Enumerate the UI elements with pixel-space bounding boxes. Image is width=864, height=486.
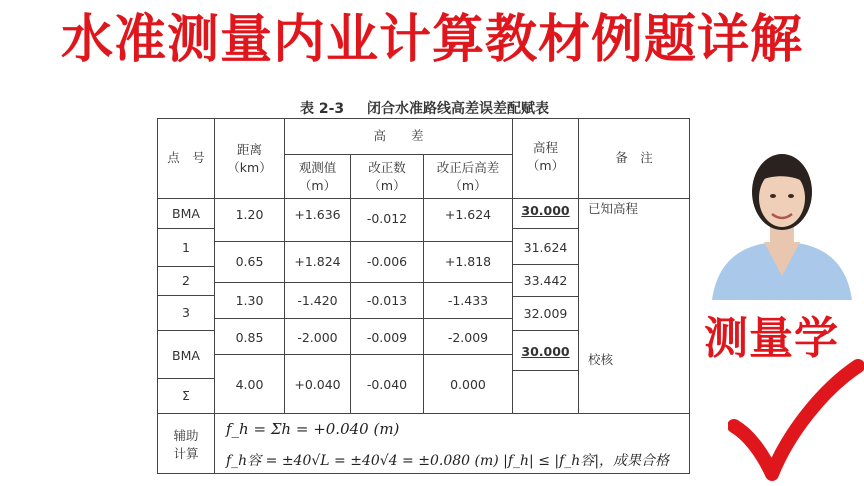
- header-elevation: 高程: [532, 140, 558, 155]
- seg1-observed: +1.824: [294, 254, 341, 269]
- header-correction: 改正数: [368, 160, 406, 175]
- header-corrected-unit: （m）: [449, 178, 487, 193]
- seg3-distance: 0.85: [235, 330, 264, 345]
- presenter-avatar: [708, 138, 856, 300]
- total-correction: -0.040: [366, 377, 408, 392]
- seg1-corrected: +1.818: [444, 254, 492, 269]
- table-border-right: [689, 118, 690, 474]
- total-distance: 4.00: [235, 377, 264, 392]
- table-caption: [300, 98, 549, 118]
- remark-check: 校核: [588, 352, 614, 367]
- point-0: BMA: [172, 206, 200, 221]
- aux-label-1: 辅助: [173, 428, 199, 443]
- seg0-corrected: +1.624: [444, 207, 492, 222]
- table-border-bottom: [157, 473, 690, 474]
- seg3-correction: -0.009: [366, 330, 408, 345]
- table-title: 闭合水准路线高差误差配赋表: [367, 101, 550, 117]
- point-2: 2: [182, 273, 190, 288]
- point-4: BMA: [172, 348, 200, 363]
- point-sum: Σ: [182, 388, 190, 403]
- seg2-observed: -1.420: [297, 293, 338, 308]
- point-1: 1: [182, 240, 190, 255]
- seg1-distance: 0.65: [235, 254, 264, 269]
- seg0-distance: 1.20: [235, 207, 264, 222]
- seg2-correction: -0.013: [366, 293, 408, 308]
- header-point: 点 号: [167, 150, 205, 165]
- header-remarks: 备 注: [615, 150, 653, 165]
- table-border-top: [157, 118, 690, 119]
- total-corrected: 0.000: [450, 377, 486, 392]
- aux-formula-2: f_h容 = ±40√L = ±40√4 = ±0.080 (m) |f_h| ≤ |f_h容|，成果合格: [226, 453, 670, 469]
- table-number: 表 2-3: [300, 101, 345, 117]
- total-observed: +0.040: [294, 377, 341, 392]
- seg3-observed: -2.000: [297, 330, 338, 345]
- banner-title: 水准测量内业计算教材例题详解: [60, 10, 803, 70]
- header-correction-unit: （m）: [368, 178, 406, 193]
- seg0-correction: -0.012: [366, 211, 408, 226]
- point-3: 3: [182, 305, 190, 320]
- header-height-diff: 高 差: [373, 128, 424, 143]
- remark-known: 已知高程: [588, 201, 639, 216]
- seg0-observed: +1.636: [294, 207, 341, 222]
- checkmark-icon: [728, 356, 864, 486]
- seg2-distance: 1.30: [235, 293, 264, 308]
- header-distance-unit: （km）: [227, 160, 272, 175]
- aux-label-2: 计算: [173, 446, 199, 461]
- seg3-corrected: -2.009: [447, 330, 489, 345]
- seg2-corrected: -1.433: [447, 293, 489, 308]
- seg1-correction: -0.006: [366, 254, 408, 269]
- elevation-0: 30.000: [521, 203, 570, 218]
- aux-formula-1: f_h = Σh = +0.040 (m): [226, 420, 400, 438]
- subject-badge: 测量学: [704, 313, 839, 364]
- header-elevation-unit: （m）: [526, 158, 565, 173]
- table-border-left: [157, 118, 158, 474]
- header-observed-unit: （m）: [298, 178, 337, 193]
- header-corrected: 改正后高差: [436, 160, 500, 175]
- elevation-2: 33.442: [523, 273, 568, 288]
- header-distance: 距离: [236, 142, 262, 157]
- header-observed: 观测值: [298, 160, 337, 175]
- elevation-1: 31.624: [523, 240, 568, 255]
- elevation-4: 30.000: [521, 344, 570, 359]
- elevation-3: 32.009: [523, 306, 568, 321]
